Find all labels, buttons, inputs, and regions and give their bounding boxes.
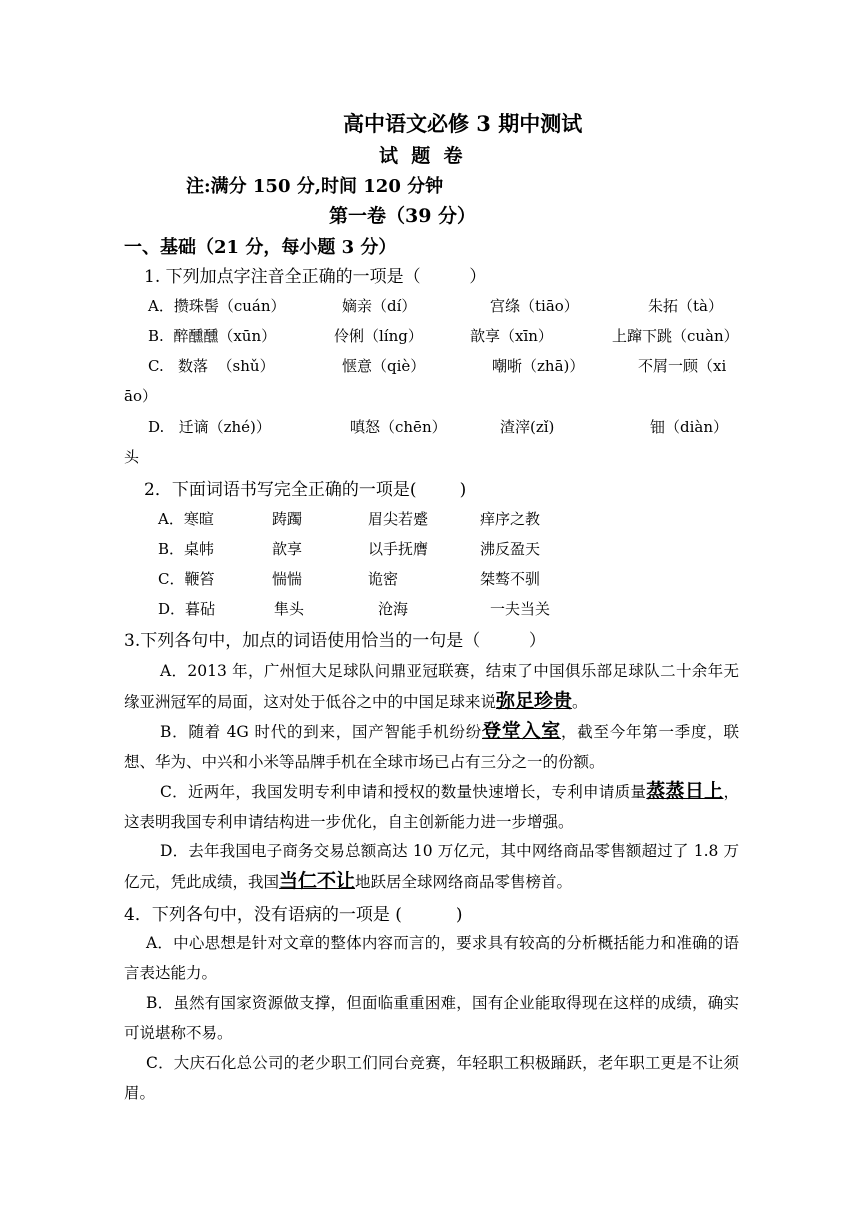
q2-option-d-1: D．暮砧 (158, 600, 216, 618)
q3-option-d-end: 地跃居全球网络商品零售榜首。 (355, 873, 573, 891)
section-heading: 一、基础（21 分，每小题 3 分） (124, 237, 397, 258)
q1-option-d-wrap: 头 (124, 448, 140, 466)
q3-option-c-phrase: 蒸蒸日上 (646, 780, 724, 802)
q2-option-a-3: 眉尖若蹙 (368, 510, 429, 528)
q2-option-c-1: C．鞭笞 (158, 570, 215, 588)
page-subtitle: 试 题 卷 (379, 145, 463, 167)
q1-option-d-4: 钿（diàn） (650, 418, 729, 436)
question-3-stem: 3.下列各句中，加点的词语使用恰当的一句是（ ） (124, 631, 546, 651)
q3-option-a-phrase: 弥足珍贵 (496, 690, 573, 712)
q3-option-c-end: ，这表明我国专利申请结构进一步优化，自主创新能力进一步增强。 (124, 783, 739, 831)
q2-option-d-3: 沧海 (378, 600, 409, 618)
q4-option-b: B．虽然有国家资源做支撑，但面临重重困难，国有企业能取得现在这样的成绩，确实可说堪称不易。 (124, 994, 739, 1042)
q1-option-c-1: C. 数落 （shǔ） (148, 357, 275, 375)
q3-option-c (124, 776, 739, 837)
question-1-stem: 1. 下列加点字注音全正确的一项是（ ） (144, 267, 487, 287)
q2-option-d-4: 一夫当关 (490, 600, 551, 618)
q1-option-a-3: 宫绦（tiāo） (490, 297, 579, 315)
question-2-stem: 2．下面词语书写完全正确的一项是( ) (144, 480, 467, 500)
q1-option-c-3: 嘲哳（zhā)） (492, 357, 585, 375)
q2-option-b-4: 沸反盈天 (480, 540, 541, 558)
q2-option-c-3: 诡密 (368, 570, 399, 588)
q3-option-b-end: ，截至今年第一季度，联想、华为、中兴和小米等品牌手机在全球市场已占有三分之一的份额。 (124, 723, 739, 771)
q1-option-b-4: 上蹿下跳（cuàn） (612, 327, 739, 345)
q1-option-c-wrap: āo） (124, 387, 157, 405)
q2-option-b-3: 以手抚膺 (368, 540, 429, 558)
q3-option-d (124, 836, 739, 897)
page-title: 高中语文必修 3 期中测试 (343, 111, 583, 136)
q2-option-c-2: 惴惴 (272, 570, 303, 588)
q3-option-a (124, 656, 739, 717)
q2-option-a-2: 踌躅 (272, 510, 303, 528)
q1-option-b-1: B. 醉醺醺（xūn） (148, 327, 277, 345)
q3-option-b-text: B．随着 4G 时代的到来，国产智能手机纷纷 (160, 723, 482, 741)
q1-option-b-3: 歆享（xīn） (470, 327, 553, 345)
q1-option-a-4: 朱拓（tà） (648, 297, 723, 315)
question-4-stem: 4．下列各句中，没有语病的一项是 ( ) (124, 905, 463, 925)
q2-option-b-2: 歆享 (272, 540, 303, 558)
q3-option-a-end: 。 (572, 693, 588, 711)
volume-heading: 第一卷（39 分） (329, 205, 477, 227)
q3-option-b (124, 716, 739, 777)
q1-option-a-2: 嫡亲（dí） (342, 297, 417, 315)
q2-option-a-1: A．寒暄 (158, 510, 214, 528)
q1-option-d-1: D. 迁谪（zhé)） (148, 418, 271, 436)
q1-option-d-3: 渣滓(zǐ) (500, 418, 555, 436)
q4-option-a: A．中心思想是针对文章的整体内容而言的，要求具有较高的分析概括能力和准确的语言表达能力。 (124, 934, 739, 982)
q3-option-b-phrase: 登堂入室 (481, 720, 561, 742)
q4-option-c: C．大庆石化总公司的老少职工们同台竞赛，年轻职工积极踊跃，老年职工更是不让须眉。 (124, 1054, 739, 1102)
q2-option-d-2: 隼头 (274, 600, 305, 618)
q1-option-c-4: 不屑一顾（xi (638, 357, 727, 375)
q1-option-b-2: 伶俐（líng） (334, 327, 423, 345)
q1-option-c-2: 惬意（qiè） (342, 357, 426, 375)
q3-option-d-text: D．去年我国电子商务交易总额高达 10 万亿元，其中网络商品零售额超过了 1.8 万亿元，凭此成绩，我国 (124, 842, 739, 891)
q2-option-c-4: 桀骜不驯 (480, 570, 541, 588)
q3-option-c-text: C．近两年，我国发明专利申请和授权的数量快速增长，专利申请质量 (160, 783, 647, 801)
q3-option-a-text: A．2013 年，广州恒大足球队问鼎亚冠联赛，结束了中国俱乐部足球队二十余年无缘亚洲冠军的局面，这对处于低谷之中的中国足球来说 (124, 662, 739, 711)
q2-option-b-1: B．桌帏 (158, 540, 215, 558)
q1-option-d-2: 嗔怒（chēn） (350, 418, 447, 436)
q2-option-a-4: 痒序之教 (480, 510, 541, 528)
q1-option-a-1: A．攒珠髻（cuán） (148, 297, 286, 315)
q3-option-d-phrase: 当仁不让 (279, 870, 356, 892)
exam-note: 注:满分 150 分,时间 120 分钟 (186, 176, 444, 197)
